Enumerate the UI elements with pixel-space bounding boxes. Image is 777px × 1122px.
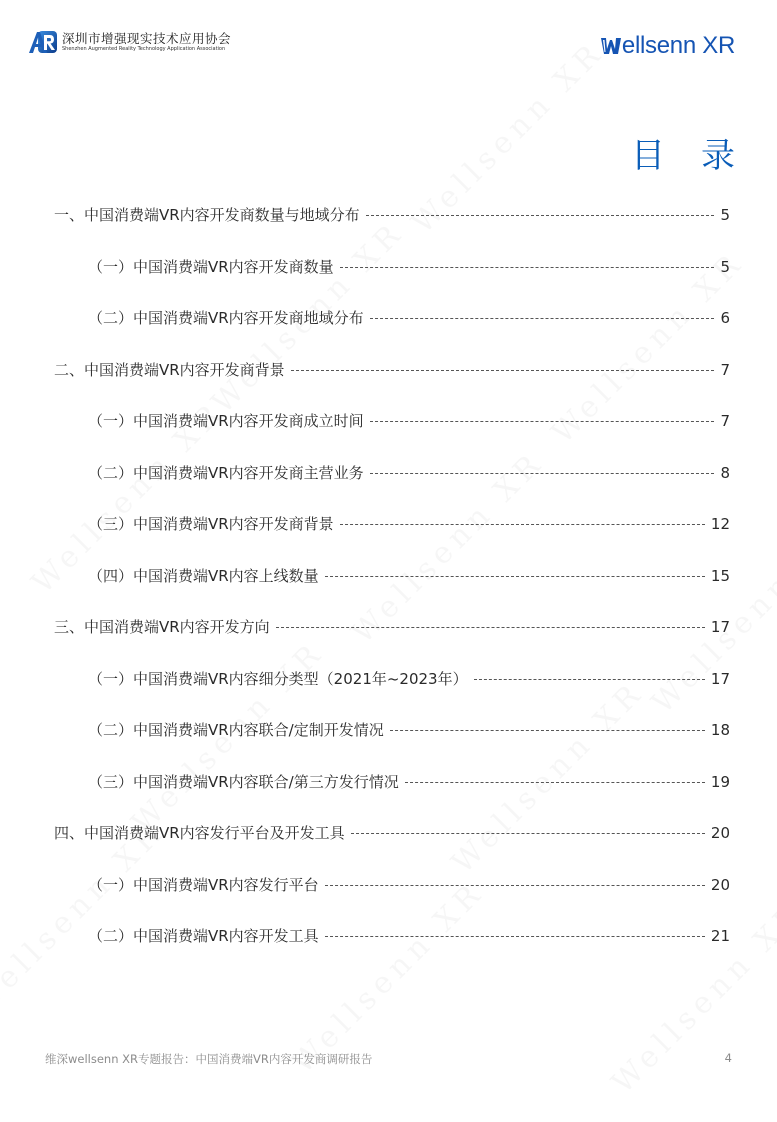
toc-leader bbox=[370, 318, 715, 319]
toc-entry[interactable] bbox=[54, 668, 730, 720]
toc-entry[interactable] bbox=[54, 719, 730, 771]
toc-leader bbox=[291, 370, 715, 371]
toc-entry-label: （三）中国消费端VR内容联合/第三方发行情况 bbox=[88, 772, 399, 791]
toc-entry-page: 7 bbox=[720, 360, 730, 379]
toc-entry[interactable] bbox=[54, 307, 730, 359]
toc-entry[interactable] bbox=[54, 925, 730, 977]
toc-leader bbox=[325, 885, 705, 886]
toc-entry-label: （二）中国消费端VR内容联合/定制开发情况 bbox=[88, 721, 384, 739]
toc-leader bbox=[474, 679, 705, 680]
toc-leader bbox=[340, 267, 715, 268]
toc-entry[interactable] bbox=[54, 822, 730, 874]
toc-entry-label: （一）中国消费端VR内容细分类型（2021年~2023年） bbox=[88, 669, 468, 688]
toc-entry-label: （二）中国消费端VR内容开发工具 bbox=[88, 927, 319, 945]
toc-entry-page: 19 bbox=[710, 772, 730, 791]
toc-leader bbox=[405, 782, 705, 783]
toc-entry-page: 17 bbox=[710, 669, 730, 688]
toc-entry-page: 8 bbox=[720, 463, 730, 482]
toc-leader bbox=[370, 421, 715, 422]
toc-entry-page: 5 bbox=[720, 206, 730, 224]
page-title: 目录 bbox=[631, 136, 771, 176]
toc-entry-label: （一）中国消费端VR内容开发商数量 bbox=[88, 257, 334, 276]
toc-entry-label: 四、中国消费端VR内容发行平台及开发工具 bbox=[54, 824, 345, 842]
toc-entry-page: 5 bbox=[720, 257, 730, 276]
toc-entry-page: 7 bbox=[720, 412, 730, 430]
toc-entry-page: 6 bbox=[720, 309, 730, 327]
toc-entry-page: 17 bbox=[710, 618, 730, 636]
toc-entry-label: 一、中国消费端VR内容开发商数量与地域分布 bbox=[54, 206, 360, 224]
toc-leader bbox=[351, 833, 705, 834]
toc-entry-page: 20 bbox=[710, 875, 730, 894]
wellsenn-w-icon bbox=[601, 37, 621, 55]
toc-entry[interactable] bbox=[54, 359, 730, 411]
org-header bbox=[28, 30, 231, 54]
toc-entry[interactable] bbox=[54, 565, 730, 617]
toc-entry-label: （一）中国消费端VR内容发行平台 bbox=[88, 875, 319, 894]
toc-entry-page: 20 bbox=[710, 824, 730, 842]
toc-entry[interactable] bbox=[54, 616, 730, 668]
brand-logo bbox=[601, 32, 735, 60]
toc-entry[interactable] bbox=[54, 771, 730, 823]
toc-leader bbox=[366, 215, 715, 216]
footer-report-name: 维深wellsenn XR专题报告：中国消费端VR内容开发商调研报告 bbox=[45, 1052, 373, 1066]
toc-entry-page: 15 bbox=[710, 566, 730, 585]
toc-entry-page: 21 bbox=[710, 927, 730, 945]
toc-entry[interactable] bbox=[54, 410, 730, 462]
toc-entry-label: （二）中国消费端VR内容开发商主营业务 bbox=[88, 463, 364, 482]
toc-leader bbox=[325, 576, 705, 577]
toc-leader bbox=[370, 473, 715, 474]
toc-entry-page: 18 bbox=[710, 721, 730, 739]
toc-entry-label: （一）中国消费端VR内容开发商成立时间 bbox=[88, 412, 364, 430]
toc-leader bbox=[390, 730, 705, 731]
table-of-contents bbox=[54, 204, 730, 977]
brand-name: ellsenn XR bbox=[621, 32, 735, 59]
toc-entry-label: 三、中国消费端VR内容开发方向 bbox=[54, 618, 270, 636]
toc-leader bbox=[340, 524, 705, 525]
toc-entry[interactable] bbox=[54, 462, 730, 514]
footer-page-number: 4 bbox=[724, 1051, 732, 1065]
toc-entry-label: （四）中国消费端VR内容上线数量 bbox=[88, 566, 319, 585]
toc-entry[interactable] bbox=[54, 204, 730, 256]
toc-entry-page: 12 bbox=[710, 515, 730, 533]
toc-leader bbox=[276, 627, 705, 628]
ar-logo-icon bbox=[28, 30, 58, 54]
org-name-cn: 深圳市增强现实技术应用协会 bbox=[62, 30, 232, 46]
toc-entry-label: （二）中国消费端VR内容开发商地域分布 bbox=[88, 309, 364, 327]
toc-entry[interactable] bbox=[54, 513, 730, 565]
org-name-en: Shenzhen Augmented Reality Technology Application Association bbox=[62, 45, 226, 52]
toc-entry[interactable] bbox=[54, 874, 730, 926]
toc-entry-label: （三）中国消费端VR内容开发商背景 bbox=[88, 515, 334, 533]
toc-entry-label: 二、中国消费端VR内容开发商背景 bbox=[54, 360, 285, 379]
toc-leader bbox=[325, 936, 705, 937]
toc-entry[interactable] bbox=[54, 256, 730, 308]
